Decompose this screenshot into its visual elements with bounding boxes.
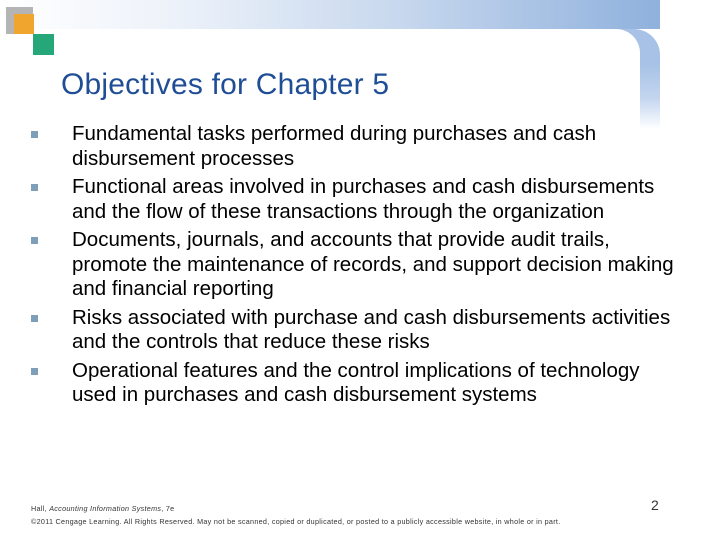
page-number: 2 [651, 497, 659, 513]
list-item-text: Operational features and the control implications of technology used in purchases and cash disbursement systems [72, 358, 640, 406]
square-bullet-icon [31, 184, 38, 191]
footer-author: Hall, [31, 504, 50, 513]
footer-edition: , 7e [161, 504, 175, 513]
objectives-list [31, 122, 681, 412]
list-item [31, 228, 681, 302]
square-bullet-icon [31, 368, 38, 375]
decorative-square-green [33, 34, 54, 55]
footer-book-title: Accounting Information Systems [49, 504, 162, 513]
list-item-text: Fundamental tasks performed during purchases and cash disbursement processes [72, 122, 597, 170]
square-bullet-icon [31, 315, 38, 322]
footer-source [31, 502, 561, 515]
footer-copyright: ©2011 Cengage Learning. All Rights Reserved. May not be scanned, copied or duplicated, or posted to a publicly accessible website, in whole or in part. [31, 517, 561, 526]
footer-citation [31, 502, 561, 528]
slide-title: Objectives for Chapter 5 [61, 68, 390, 101]
list-item [31, 122, 681, 171]
list-item-text: Risks associated with purchase and cash disbursements activities and the controls that reduce these risks [72, 305, 671, 353]
list-item-text: Functional areas involved in purchases and cash disbursements and the flow of these transactions through the organization [72, 175, 655, 223]
list-item-text: Documents, journals, and accounts that provide audit trails, promote the maintenance of records, and support decision making and financial reporting [72, 228, 674, 300]
top-accent-bar [0, 0, 660, 29]
square-bullet-icon [31, 237, 38, 244]
list-item [31, 175, 681, 224]
decorative-square-orange [14, 14, 34, 34]
list-item [31, 359, 681, 408]
square-bullet-icon [31, 131, 38, 138]
list-item [31, 306, 681, 355]
